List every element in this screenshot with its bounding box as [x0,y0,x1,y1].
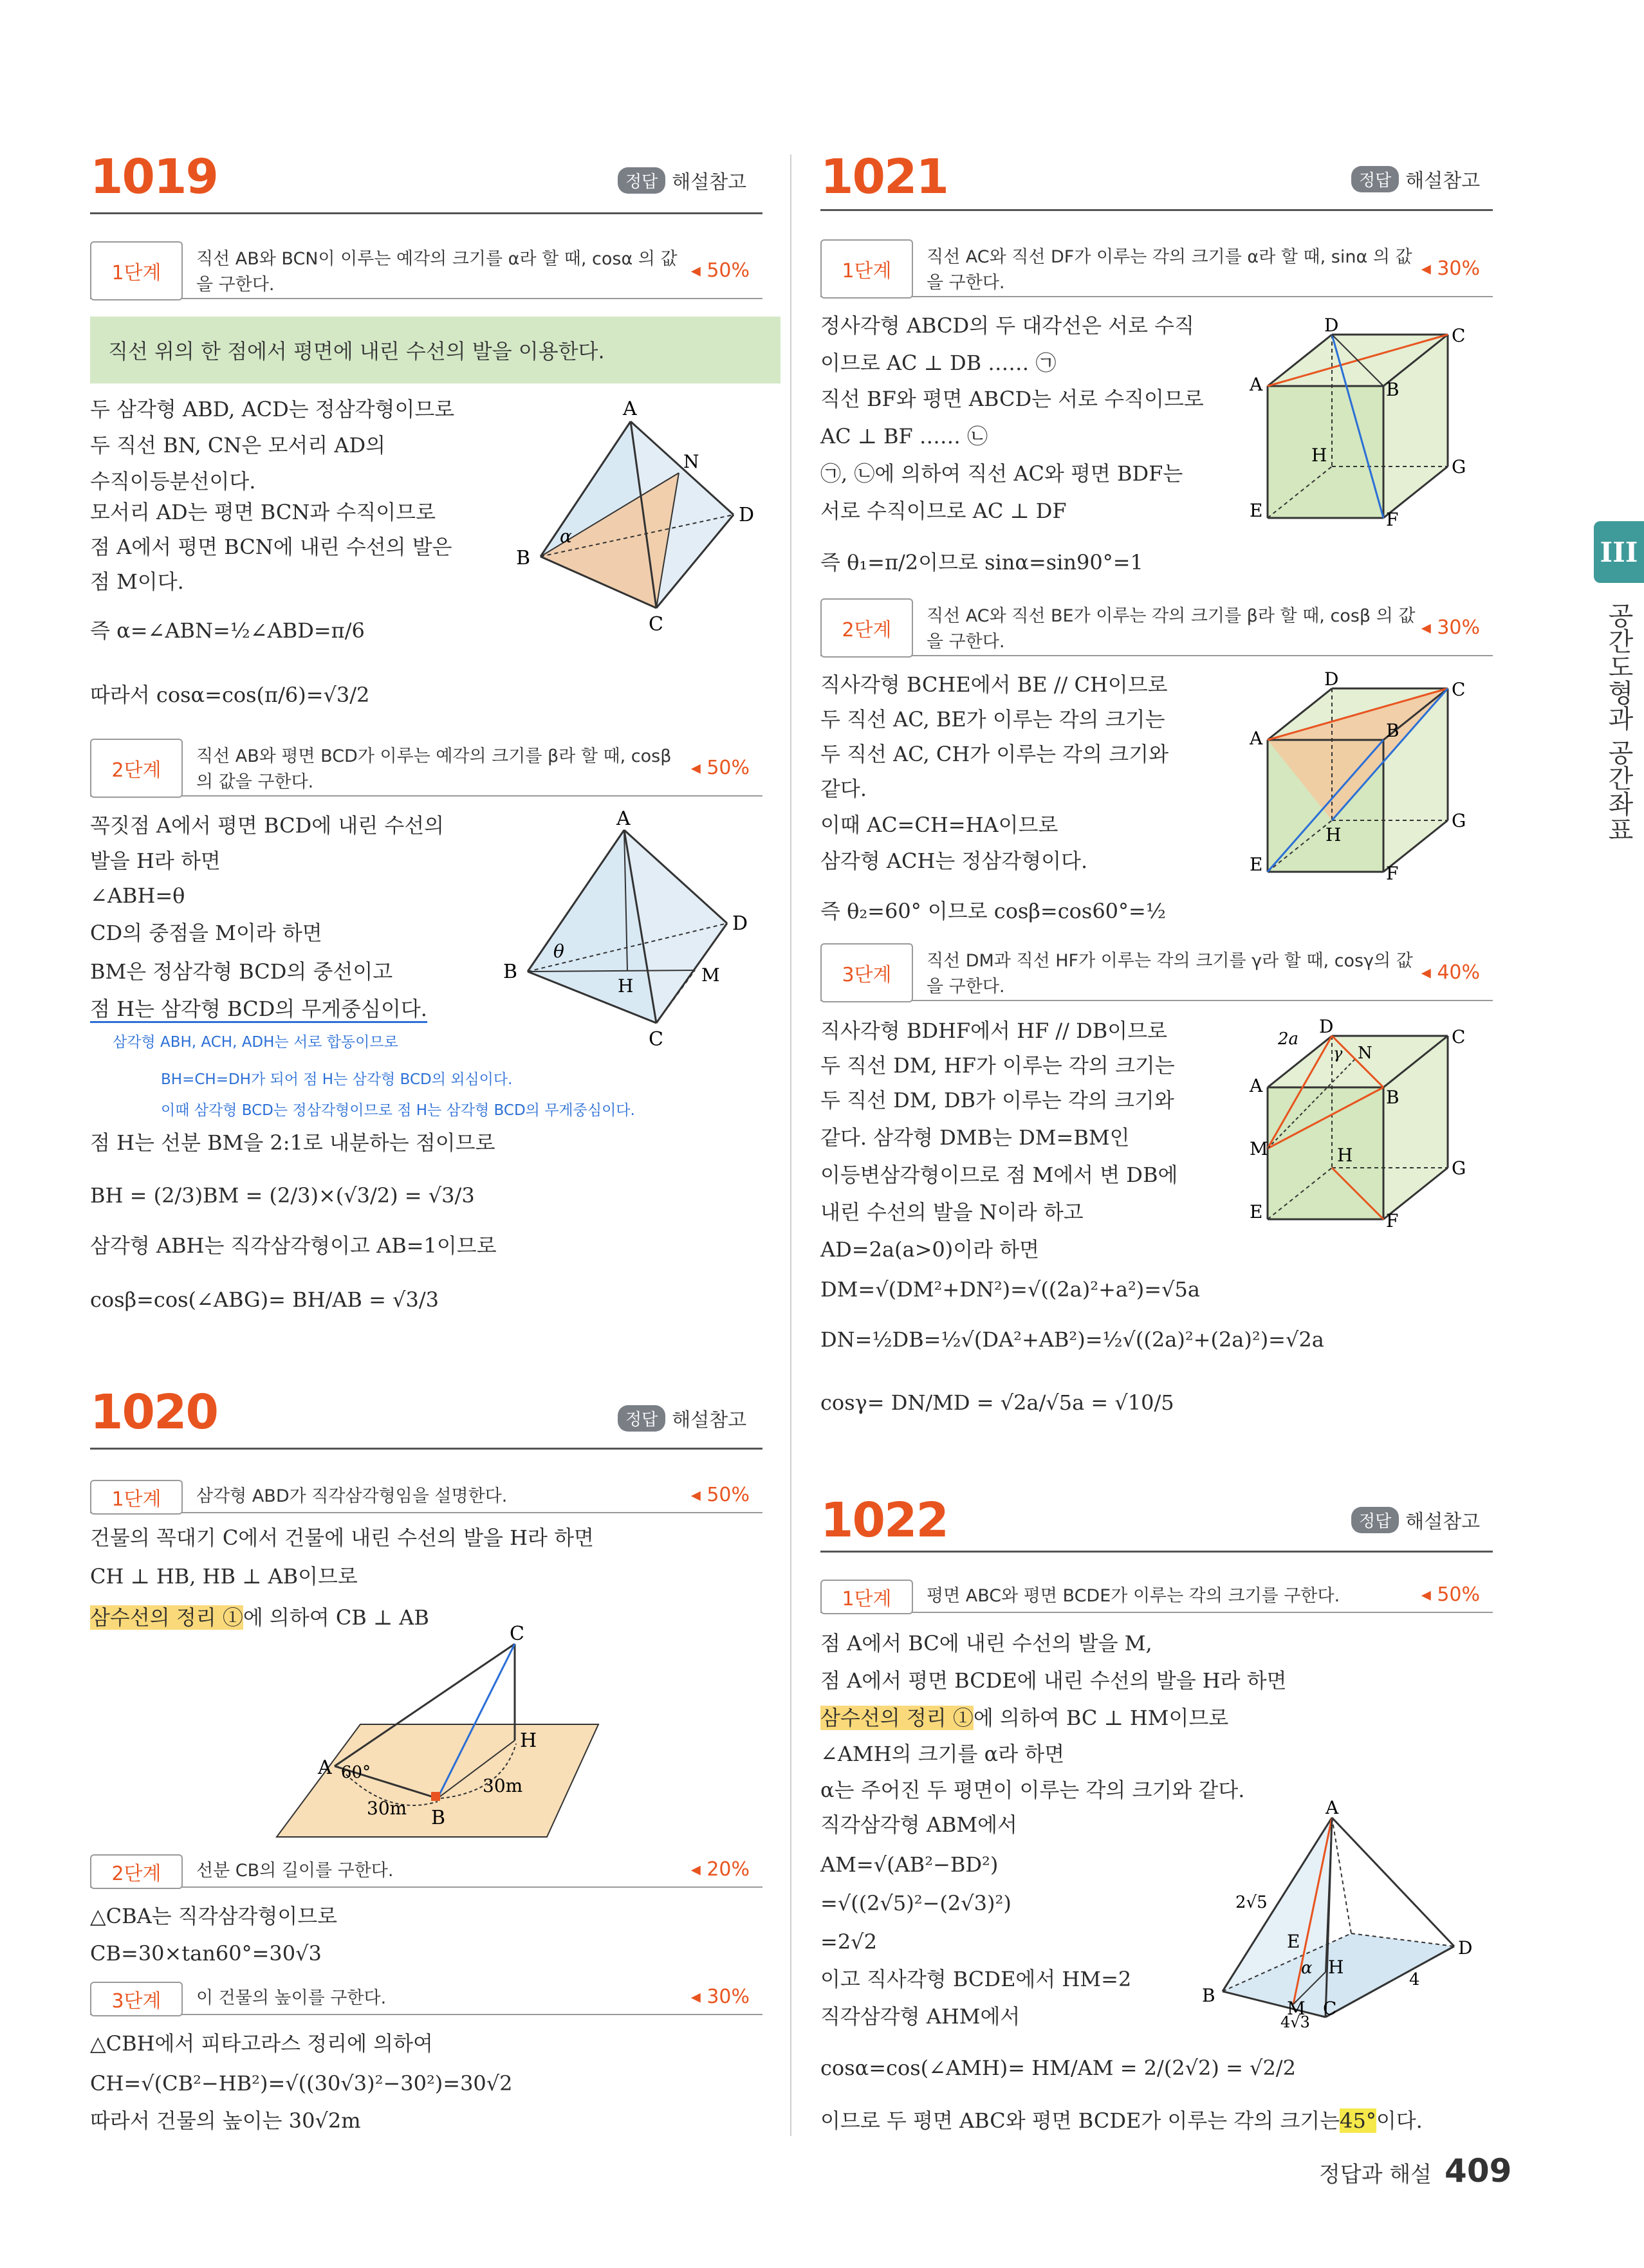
label-theta: θ [553,941,564,962]
problem-number-1022: 1022 [820,1493,948,1548]
label-N: N [1358,1044,1372,1063]
step-1020-2 [90,1854,762,1888]
text-line: ㉠, ㉡에 의하여 직선 AC와 평면 BDF는 [820,461,1183,486]
problem-number-1021: 1021 [820,149,948,205]
label-A: A [318,1756,332,1779]
text-line: △CBA는 직각삼각형이므로 [90,1904,338,1928]
step-text: 직선 AC와 직선 DF가 이루는 각의 크기를 α라 할 때, sinα 의 값을 구한다. [927,247,1412,293]
step-label: 1단계 [90,1480,183,1515]
label-A: A [623,398,637,420]
label-B: B [431,1807,446,1829]
step-percent: ◂ 20% [690,1858,750,1881]
label-G: G [1452,456,1466,477]
text-line: 점 H는 선분 BM을 2:1로 내분하는 점이므로 [90,1130,495,1155]
underlined-statement: 점 H는 삼각형 BCD의 무게중심이다. [90,997,427,1023]
cube-figure-2 [1248,668,1486,884]
label-B: B [1202,1985,1215,2006]
text-line: 점 A에서 평면 BCN에 내린 수선의 발은 [90,535,452,559]
final-before: 이므로 두 평면 ABC와 평면 BCDE가 이루는 각의 크기는 [820,2108,1340,2133]
step-1021-3 [820,943,1493,1001]
step-label: 1단계 [820,239,913,299]
text-line: 두 직선 DM, DB가 이루는 각의 크기와 [820,1088,1174,1112]
label-N: N [683,451,699,472]
label-C: C [510,1623,524,1645]
label-C: C [1323,1998,1337,2019]
equation: DM=√(DM²+DN²)=√((2a)²+a²)=√5a [820,1277,1200,1302]
chapter-roman: III [1594,521,1644,583]
page-footer [1319,2152,1511,2190]
step-percent: ◂ 40% [1421,961,1480,984]
text-line: 내린 수선의 발을 N이라 하고 [820,1200,1084,1224]
label-len1: 30m [367,1798,407,1819]
step-text: 직선 AB와 평면 BCD가 이루는 예각의 크기를 β라 할 때, cosβ의 값을 구한다. [196,746,672,792]
label-B: B [1386,720,1399,741]
final-answer-highlight: 45° [1340,2108,1376,2133]
step-label: 3단계 [90,1982,183,2016]
step-text: 직선 AB와 BCN이 이루는 예각의 크기를 α라 할 때, cosα 의 값을 구한다. [196,249,678,295]
answer-label-1019 [618,166,746,194]
label-C: C [649,1028,663,1051]
label-F: F [1386,863,1399,884]
header-rule [90,212,762,214]
text-line [90,991,427,1027]
label-M: M [701,964,720,986]
label-gamma: γ [1333,1044,1343,1062]
highlight-theorem: 삼수선의 정리 ① [90,1605,243,1630]
text-line: 이므로 AC ⊥ DB …… ㉠ [820,351,1057,375]
step-text: 평면 ABC와 평면 BCDE가 이루는 각의 크기를 구한다. [927,1586,1340,1606]
label-alpha: α [560,526,572,547]
tetrahedron-figure-2 [502,804,759,1049]
equation: DN=½DB=½√(DA²+AB²)=½√((2a)²+(2a)²)=√2a [820,1327,1324,1352]
label-C: C [1452,679,1466,700]
answer-label-1022 [1351,1506,1480,1534]
label-side1: 2√5 [1235,1893,1268,1912]
label-len2: 30m [483,1775,523,1796]
label-A: A [1250,1075,1263,1096]
header-rule [90,1448,762,1450]
step-1021-1 [820,239,1493,297]
answer-tag: 정답 [618,167,665,194]
text-line: 같다. 삼각형 DMB는 DM=BM인 [820,1125,1130,1150]
answer-label-1020 [618,1404,746,1432]
text-line: AD=2a(a>0)이라 하면 [820,1237,1040,1262]
answer-text: 해설참고 [1405,1511,1481,1533]
text-line: 직각삼각형 ABM에서 [820,1812,1017,1837]
text-line: ∠ABH=θ [90,883,185,908]
step-1021-2 [820,598,1493,656]
label-side2: 4√3 [1280,2013,1310,2031]
text-line: CD의 중점을 M이라 하면 [90,921,322,945]
note-line: 이때 삼각형 BCD는 정삼각형이므로 점 H는 삼각형 BCD의 무게중심이다. [161,1102,635,1119]
label-D: D [739,504,755,526]
label-B: B [1386,1087,1399,1108]
text-line: 꼭짓점 A에서 평면 BCD에 내린 수선의 [90,813,445,838]
text-line: 정사각형 ABCD의 두 대각선은 서로 수직 [820,313,1194,338]
label-A: A [1250,728,1263,749]
problem-number-1019: 1019 [90,149,217,205]
label-2a: 2a [1278,1029,1299,1049]
label-C: C [1452,325,1466,346]
step-label: 3단계 [820,943,913,1002]
text-line: 삼각형 ACH는 정삼각형이다. [820,849,1088,873]
label-D: D [1324,668,1339,690]
equation: cosγ= DN/MD = √2a/√5a = √10/5 [820,1390,1174,1415]
text-line: △CBH에서 피타고라스 정리에 의하여 [90,2031,433,2056]
label-G: G [1452,1157,1466,1179]
equation: BH = (2/3)BM = (2/3)×(√3/2) = √3/3 [90,1183,475,1208]
label-H: H [1337,1145,1353,1166]
step-text: 삼각형 ABD가 직각삼각형임을 설명한다. [196,1486,508,1506]
step-percent: ◂ 50% [1421,1583,1480,1606]
answer-tag: 정답 [1351,166,1399,192]
theorem-after: 에 의하여 BC ⊥ HM이므로 [973,1706,1229,1730]
label-angle: 60° [341,1763,371,1782]
text-line: 직각삼각형 AHM에서 [820,2004,1021,2029]
text-line: 발을 H라 하면 [90,849,221,873]
tetrahedron-figure-1 [502,396,759,634]
step-label: 2단계 [820,598,913,658]
label-H: H [618,975,634,997]
equation: cosα=cos(∠AMH)= HM/AM = 2/(2√2) = √2/2 [820,2056,1296,2080]
text-line: 두 직선 AC, BE가 이루는 각의 크기는 [820,707,1165,732]
label-A: A [1325,1797,1339,1818]
header-rule [820,1551,1493,1553]
step-text: 이 건물의 높이를 구한다. [196,1988,387,2008]
text-line: 같다. [820,777,867,801]
chapter-title: 공간도형과 공간좌표 [1603,602,1634,842]
building-figure [277,1623,611,1850]
label-A: A [616,807,631,830]
highlight-theorem: 삼수선의 정리 ① [820,1706,974,1730]
text-line: AC ⊥ BF …… ㉡ [820,424,988,448]
label-E: E [1287,1931,1300,1952]
answer-tag: 정답 [618,1405,665,1432]
text-line: 두 직선 DM, HF가 이루는 각의 크기는 [820,1053,1175,1078]
text-line: ∠AMH의 크기를 α라 하면 [820,1742,1065,1766]
text-line: 직사각형 BCHE에서 BE // CH이므로 [820,672,1168,697]
header-rule [820,209,1493,211]
label-M: M [1287,1998,1306,2019]
equation: =2√2 [820,1930,877,1954]
step-percent: ◂ 50% [690,259,750,282]
step-percent: ◂ 30% [1421,616,1480,639]
label-H: H [1325,824,1342,845]
step-1022-1 [820,1580,1493,1613]
column-divider [790,154,791,2136]
text-line: 점 A에서 BC에 내린 수선의 발을 M, [820,1631,1152,1655]
answer-tag: 정답 [1351,1507,1399,1533]
label-F: F [1386,509,1399,530]
text-line: 두 직선 AC, CH가 이루는 각의 크기와 [820,742,1168,766]
page-number: 409 [1445,2152,1512,2190]
answer-label-1021 [1351,165,1480,193]
step-percent: ◂ 50% [690,757,750,779]
text-line: 서로 수직이므로 AC ⊥ DF [820,499,1067,523]
step-label: 1단계 [820,1580,913,1614]
text-line: 두 직선 BN, CN은 모서리 AD의 [90,433,386,457]
note-line: BH=CH=DH가 되어 점 H는 삼각형 BCD의 외심이다. [161,1071,513,1088]
text-line: CB=30×tan60°=30√3 [90,1941,322,1966]
theorem-after: 에 의하여 CB ⊥ AB [243,1605,429,1630]
text-line: 점 M이다. [90,569,184,594]
text-line: 두 삼각형 ABD, ACD는 정삼각형이므로 [90,397,455,421]
step-label: 2단계 [90,739,183,798]
equation: 즉 θ₁=π/2이므로 sinα=sin90°=1 [820,550,1143,575]
text-line [90,1600,429,1636]
step-label: 1단계 [90,241,183,300]
text-line: 수직이등분선이다. [90,469,256,493]
hint-box: 직선 위의 한 점에서 평면에 내린 수선의 발을 이용한다. [90,317,780,383]
label-side3: 4 [1409,1970,1420,1989]
label-D: D [1458,1937,1473,1959]
text-line: 점 A에서 평면 BCDE에 내린 수선의 발을 H라 하면 [820,1668,1287,1693]
label-C: C [649,613,663,636]
step-1020-1 [90,1480,762,1513]
text-line [820,2103,1423,2139]
cube-figure-1 [1248,315,1486,530]
label-H: H [520,1729,537,1752]
step-percent: ◂ 30% [1421,257,1480,280]
step-text: 직선 AC와 직선 BE가 이루는 각의 크기를 β라 할 때, cosβ 의 값을 구한다. [927,606,1416,652]
answer-text: 해설참고 [672,1409,747,1432]
label-M: M [1250,1138,1268,1159]
label-B: B [503,961,518,983]
step-1019-2 [90,739,762,797]
text-line: 삼각형 ABH는 직각삼각형이고 AB=1이므로 [90,1233,497,1258]
step-1020-3 [90,1982,762,2015]
text-line: 모서리 AD는 평면 BCN과 수직이므로 [90,500,436,524]
step-text: 직선 DM과 직선 HF가 이루는 각의 크기를 γ라 할 때, cosγ의 값을 구한다. [927,951,1413,997]
pyramid-figure [1197,1797,1473,2031]
text-line: BM은 정삼각형 BCD의 중선이고 [90,959,393,984]
text-line [820,1700,1228,1736]
text-line: 직사각형 BDHF에서 HF // DB이므로 [820,1019,1168,1043]
label-E: E [1250,500,1263,521]
text-line: 따라서 건물의 높이는 30√2m [90,2108,361,2133]
text-line: CH ⊥ HB, HB ⊥ AB이므로 [90,1564,358,1589]
step-label: 2단계 [90,1854,183,1889]
label-C: C [1452,1026,1466,1047]
equation: 따라서 cosα=cos(π/6)=√3/2 [90,683,370,707]
final-after: 이다. [1376,2108,1423,2133]
problem-number-1020: 1020 [90,1385,217,1440]
text-line: 직선 BF와 평면 ABCD는 서로 수직이므로 [820,387,1204,411]
label-G: G [1452,810,1466,831]
label-E: E [1250,1201,1263,1222]
label-F: F [1386,1210,1399,1231]
text-line: 건물의 꼭대기 C에서 건물에 내린 수선의 발을 H라 하면 [90,1526,594,1550]
text-line: 이등변삼각형이므로 점 M에서 변 DB에 [820,1163,1178,1187]
chapter-side-tab [1594,521,1644,842]
text-line: 이고 직사각형 BCDE에서 HM=2 [820,1967,1132,1991]
label-E: E [1250,854,1263,875]
label-D: D [1319,1016,1334,1037]
equation: =√((2√5)²−(2√3)²) [820,1891,1011,1915]
equation: 즉 α=∠ABN=½∠ABD=π/6 [90,618,365,643]
footer-label: 정답과 해설 [1319,2162,1432,2188]
equation: 즉 θ₂=60° 이므로 cosβ=cos60°=½ [820,899,1166,923]
label-H: H [1311,445,1327,466]
answer-text: 해설참고 [1405,170,1481,192]
step-text: 선분 CB의 길이를 구한다. [196,1861,394,1881]
equation: cosβ=cos(∠ABG)= BH/AB = √3/3 [90,1287,439,1312]
label-B: B [516,547,531,569]
label-H: H [1328,1957,1344,1978]
label-A: A [1250,374,1263,395]
equation: AM=√(AB²−BD²) [820,1852,999,1877]
text-line: α는 주어진 두 평면이 이루는 각의 크기와 같다. [820,1778,1245,1802]
cube-figure-3 [1248,1016,1486,1231]
label-alpha: α [1301,1959,1313,1978]
note-line: 삼각형 ABH, ACH, ADH는 서로 합동이므로 [113,1034,398,1051]
label-B: B [1386,379,1399,400]
step-percent: ◂ 30% [690,1986,750,2008]
label-D: D [732,912,748,935]
text-line: 이때 AC=CH=HA이므로 [820,813,1058,837]
equation: CH=√(CB²−HB²)=√((30√3)²−30²)=30√2 [90,2071,513,2096]
step-percent: ◂ 50% [690,1484,750,1506]
step-1019-1 [90,241,762,299]
answer-text: 해설참고 [672,171,747,194]
label-D: D [1324,315,1339,336]
